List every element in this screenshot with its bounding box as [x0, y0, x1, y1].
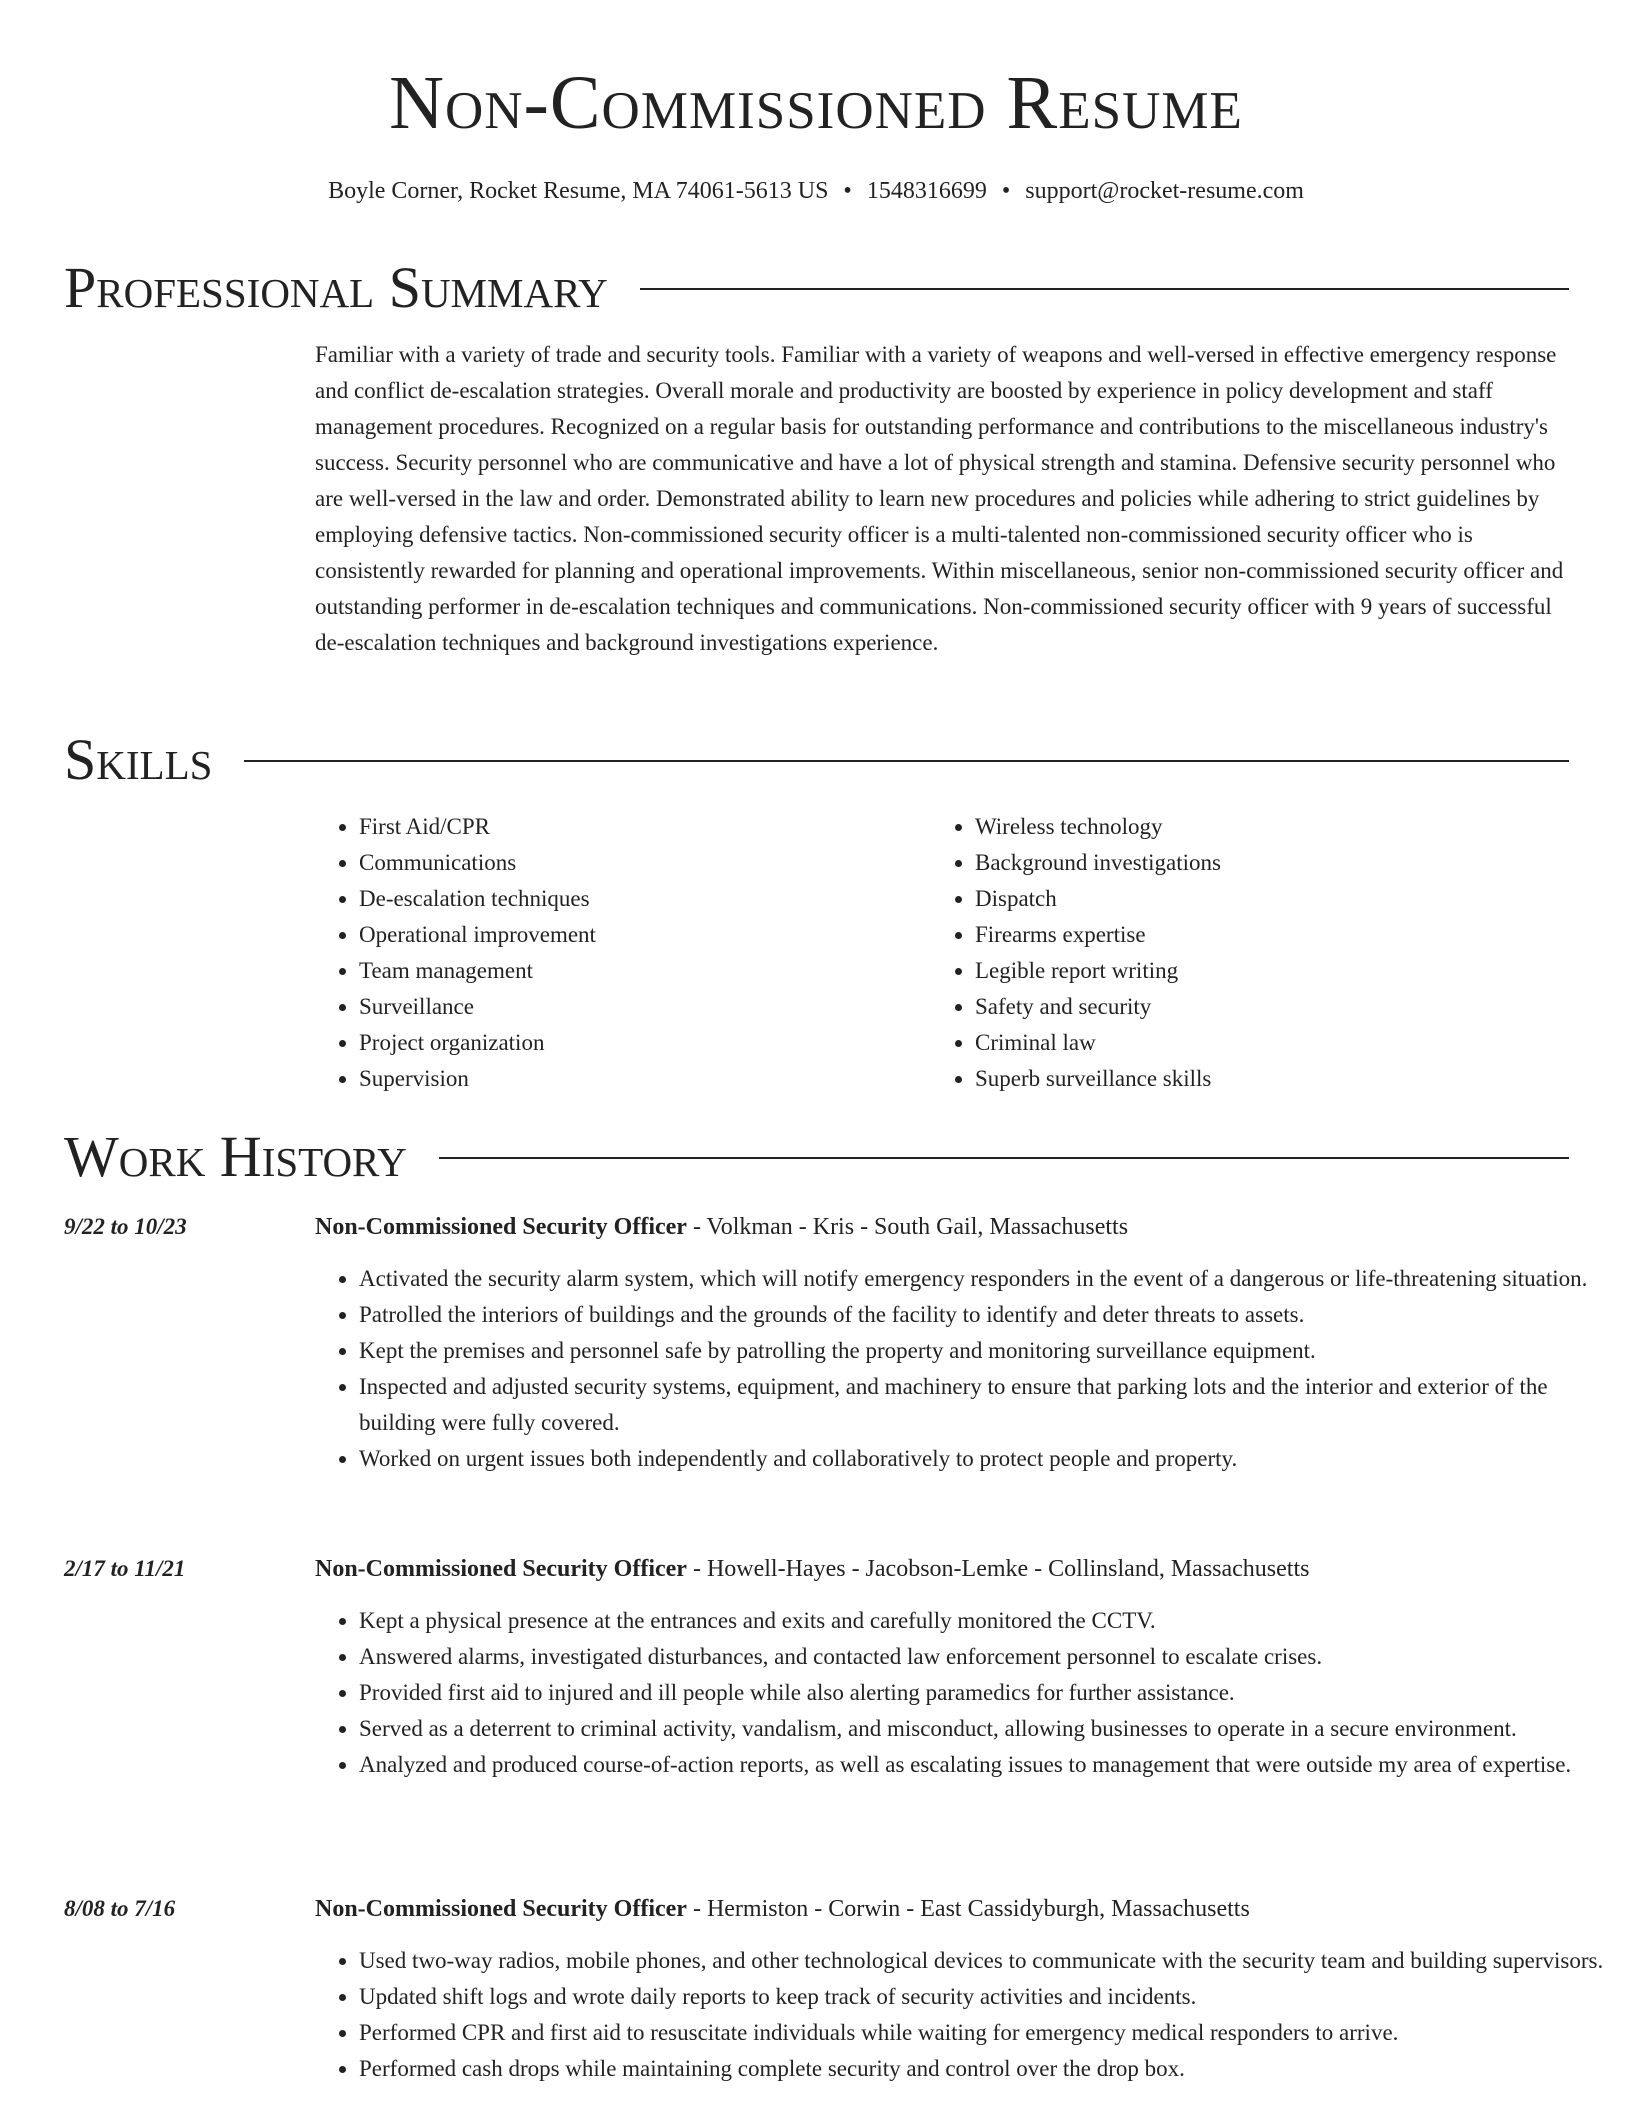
- section-divider: [244, 760, 1569, 762]
- job-bullet: • Activated the security alarm system, which will notify emergency responders in the event of a dangerous or life-threatening situation.: [359, 1261, 1615, 1297]
- skills-list-right: [931, 809, 1575, 1097]
- job-title: Non-Commissioned Security Officer: [315, 1896, 687, 1922]
- job-title-line: [315, 1209, 1128, 1245]
- job-title-line: [315, 1551, 1309, 1587]
- contact-address: Boyle Corner, Rocket Resume, MA 74061-5613 US: [328, 178, 829, 204]
- job-bullet: • Used two-way radios, mobile phones, and other technological devices to communicate with the security team and building supervisors.: [359, 1943, 1615, 1979]
- resume-name: Non-Commissioned Resume: [389, 61, 1243, 145]
- skill-item: • Firearms expertise: [975, 917, 1575, 953]
- skill-item: • Team management: [359, 953, 929, 989]
- job-employer: - Howell-Hayes - Jacobson-Lemke - Collinsland, Massachusetts: [686, 1556, 1310, 1582]
- skill-item: • De-escalation techniques: [359, 881, 929, 917]
- job-bullet: • Performed CPR and first aid to resuscitate individuals while waiting for emergency medical responders to arrive.: [359, 2015, 1615, 2051]
- skills-list-left: [315, 809, 929, 1097]
- summary-heading: Professional Summary: [64, 255, 608, 320]
- job-bullets: [315, 1261, 1615, 1477]
- section-divider: [640, 288, 1569, 290]
- skills-heading: Skills: [64, 727, 213, 792]
- skill-item: • Safety and security: [975, 989, 1575, 1025]
- skill-item: • First Aid/CPR: [359, 809, 929, 845]
- job-title: Non-Commissioned Security Officer: [315, 1214, 687, 1240]
- summary-text: Familiar with a variety of trade and security tools. Familiar with a variety of weapons and well-versed in effective emergency response and conflict de-escalation strategies. Overall morale and productivity are boosted by experience in policy development and staff management procedures. Recognized on a regular basis for outstanding performance and contributions to the miscellaneous industry's success. Security personnel who are communicative and have a lot of physical strength and stamina. Defensive security personnel who are well-versed in the law and order. Demonstrated ability to learn new procedures and policies while adhering to strict guidelines by employing defensive tactics. Non-commissioned security officer is a multi-talented non-commissioned security officer who is consistently rewarded for planning and operational improvements. Within miscellaneous, senior non-commissioned security officer and outstanding performer in de-escalation techniques and communications. Non-commissioned security officer with 9 years of successful de-escalation techniques and background investigations experience.: [315, 342, 1564, 655]
- job-dates: 8/08 to 7/16: [64, 1896, 176, 1921]
- skill-item: • Project organization: [359, 1025, 929, 1061]
- skills-section-header: [64, 727, 1569, 793]
- work-heading: Work History: [64, 1124, 407, 1189]
- job-bullet: • Worked on urgent issues both independently and collaboratively to protect people and property.: [359, 1441, 1615, 1477]
- contact-separator: •: [1001, 178, 1011, 204]
- job-bullet: • Kept a physical presence at the entrances and exits and carefully monitored the CCTV.: [359, 1603, 1615, 1639]
- skill-item: • Legible report writing: [975, 953, 1575, 989]
- skill-item: • Operational improvement: [359, 917, 929, 953]
- job-dates: 2/17 to 11/21: [64, 1556, 186, 1581]
- job-bullet: • Inspected and adjusted security systems, equipment, and machinery to ensure that parking lots and the interior and exterior of the building were fully covered.: [359, 1369, 1615, 1441]
- skill-item: • Communications: [359, 845, 929, 881]
- job-bullet: • Performed cash drops while maintaining complete security and control over the drop box.: [359, 2051, 1615, 2087]
- job-bullet: • Kept the premises and personnel safe by patrolling the property and monitoring surveillance equipment.: [359, 1333, 1615, 1369]
- summary-section-header: [64, 255, 1569, 321]
- job-title: Non-Commissioned Security Officer: [315, 1556, 687, 1582]
- job-bullets: [315, 1943, 1615, 2087]
- job-bullet: • Updated shift logs and wrote daily reports to keep track of security activities and incidents.: [359, 1979, 1615, 2015]
- job-bullets: [315, 1603, 1615, 1783]
- job-bullet: • Patrolled the interiors of buildings and the grounds of the facility to identify and deter threats to assets.: [359, 1297, 1615, 1333]
- contact-separator: •: [843, 178, 852, 204]
- job-employer: - Hermiston - Corwin - East Cassidyburgh, Massachusetts: [686, 1896, 1250, 1922]
- contact-line: [0, 174, 1632, 208]
- work-section-header: [64, 1124, 1569, 1190]
- contact-phone: 1548316699: [866, 178, 987, 204]
- skill-item: • Wireless technology: [975, 809, 1575, 845]
- skill-item: • Dispatch: [975, 881, 1575, 917]
- job-bullet: • Analyzed and produced course-of-action reports, as well as escalating issues to management that were outside my area of expertise.: [359, 1747, 1615, 1783]
- job-title-line: [315, 1891, 1250, 1927]
- section-divider: [439, 1157, 1569, 1159]
- job-bullet: • Answered alarms, investigated disturbances, and contacted law enforcement personnel to escalate crises.: [359, 1639, 1615, 1675]
- skill-item: • Criminal law: [975, 1025, 1575, 1061]
- skill-item: • Background investigations: [975, 845, 1575, 881]
- job-employer: - Volkman - Kris - South Gail, Massachusetts: [686, 1214, 1129, 1240]
- contact-email: support@rocket-resume.com: [1025, 178, 1304, 204]
- job-bullet: • Provided first aid to injured and ill people while also alerting paramedics for further assistance.: [359, 1675, 1615, 1711]
- skill-item: • Superb surveillance skills: [975, 1061, 1575, 1097]
- skill-item: • Supervision: [359, 1061, 929, 1097]
- job-dates: 9/22 to 10/23: [64, 1214, 187, 1239]
- skill-item: • Surveillance: [359, 989, 929, 1025]
- job-bullet: • Served as a deterrent to criminal activity, vandalism, and misconduct, allowing businesses to operate in a secure environment.: [359, 1711, 1615, 1747]
